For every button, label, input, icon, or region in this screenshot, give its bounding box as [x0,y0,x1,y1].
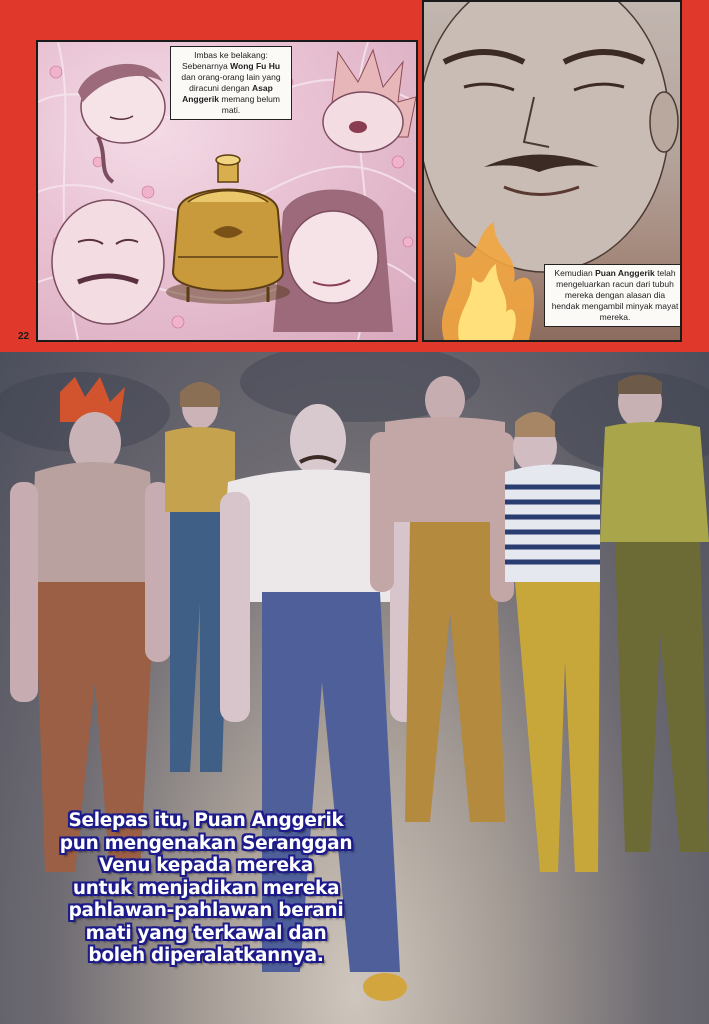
narration-line: mati yang terkawal dan [85,922,327,944]
caption-text: memang belum mati. [221,94,280,115]
narration-text [56,810,356,968]
figure-red-hair-man [10,377,171,872]
narration-line: Selepas itu, Puan Anggerik [68,810,344,831]
narration-line: boleh diperalatkannya. [88,945,324,966]
caption-extract-poison [544,264,682,327]
figure-green-shirt-man [600,375,709,853]
bald-man-face-bottom-left [52,200,164,324]
caption-text: telah mengeluarkan racun dari tubuh mereka dengan alasan dia hendak mengambil minyak mayat mereka. [551,268,679,322]
caption-text: Sebenarnya [181,61,228,71]
narration-line: Venu kepada mereka [99,855,313,876]
panel-closeup [422,0,682,342]
narration-line: pahlawan-pahlawan berani [68,900,344,921]
narration-line: untuk menjadikan mereka [72,877,340,899]
caption-text: Kemudian [554,268,593,278]
narration-line: pun mengenakan Seranggan [59,832,353,854]
caption-text: dan orang-orang lain yang diracuni dengan [181,72,281,93]
woman-face-top-left [78,64,165,182]
golden-urn-icon [166,155,290,304]
caption-name-highlight: Puan Anggerik [595,268,655,278]
panel-flashback [36,40,418,342]
caption-name-highlight: Asap Anggerik [182,83,273,104]
panel-warriors [0,352,709,1024]
figure-striped-woman [505,412,600,872]
caption-flashback [170,46,292,120]
spiky-man-face-top-right [323,50,416,152]
page-number: 22 [18,331,30,342]
woman-face-bottom-right [273,190,393,333]
caption-text: Imbas ke belakang: [194,50,268,60]
caption-name-highlight: Wong Fu Hu [230,61,281,71]
